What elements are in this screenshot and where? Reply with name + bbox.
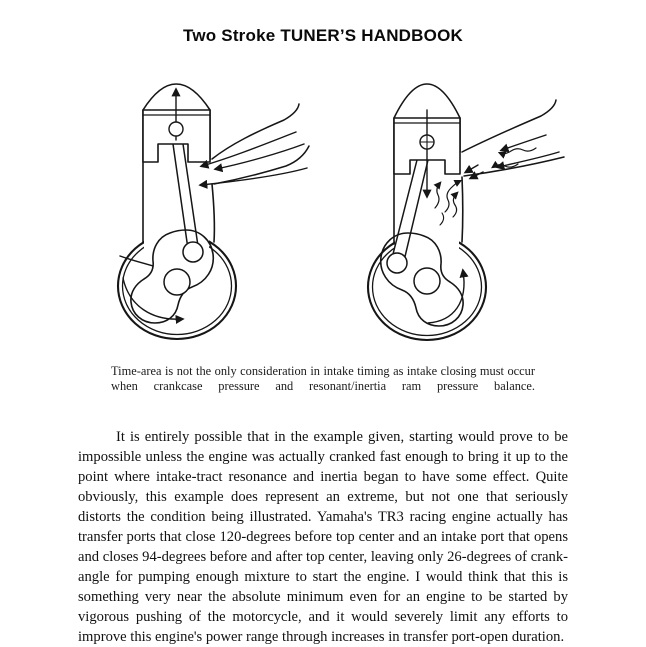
figure-caption: Time-area is not the only consideration in intake timing as intake closing must occur when crankcase pressure and resonant/inertia ram pressure balance. [111,364,535,394]
engine-diagram-intake-blowback [350,80,570,360]
engine-diagram-intake-open [90,80,310,360]
intake-tract [212,104,309,184]
figure-row [0,80,646,360]
page-title: Two Stroke TUNER’S HANDBOOK [183,26,463,45]
crank-pin [183,242,203,262]
crank-axis [164,269,190,295]
bore-opening-mask [395,228,459,252]
wrist-pin [169,122,183,136]
wrist-pin [420,135,434,149]
crank-pin [387,253,407,273]
intake-flow-arrows [201,132,307,185]
intake-flow-arrows [466,135,559,178]
body-paragraph: It is entirely possible that in the example given, starting would prove to be impossible unless the engine was actually cranked fast enough to bring it up to the point where intake-tract resonance and inertia began to have some effect. Quite obviously, this example does represent an extreme, but not one that seriously distorts the condition being illustrated. Yamaha's TR3 racing engine actually has transfer ports that close 120-degrees before top center and an intake port that opens and closes 94-degrees before and after top center, leaving only 26-degrees of crank-angle for pumping enough mixture to start the engine. I would think that this is something very near the absolute minimum even for an engine to be started by vigorous pushing of the motorcycle, and it would severely limit any efforts to improve this engine's power range through increases in transfer port-open duration. [78,428,568,645]
crank-axis [414,268,440,294]
